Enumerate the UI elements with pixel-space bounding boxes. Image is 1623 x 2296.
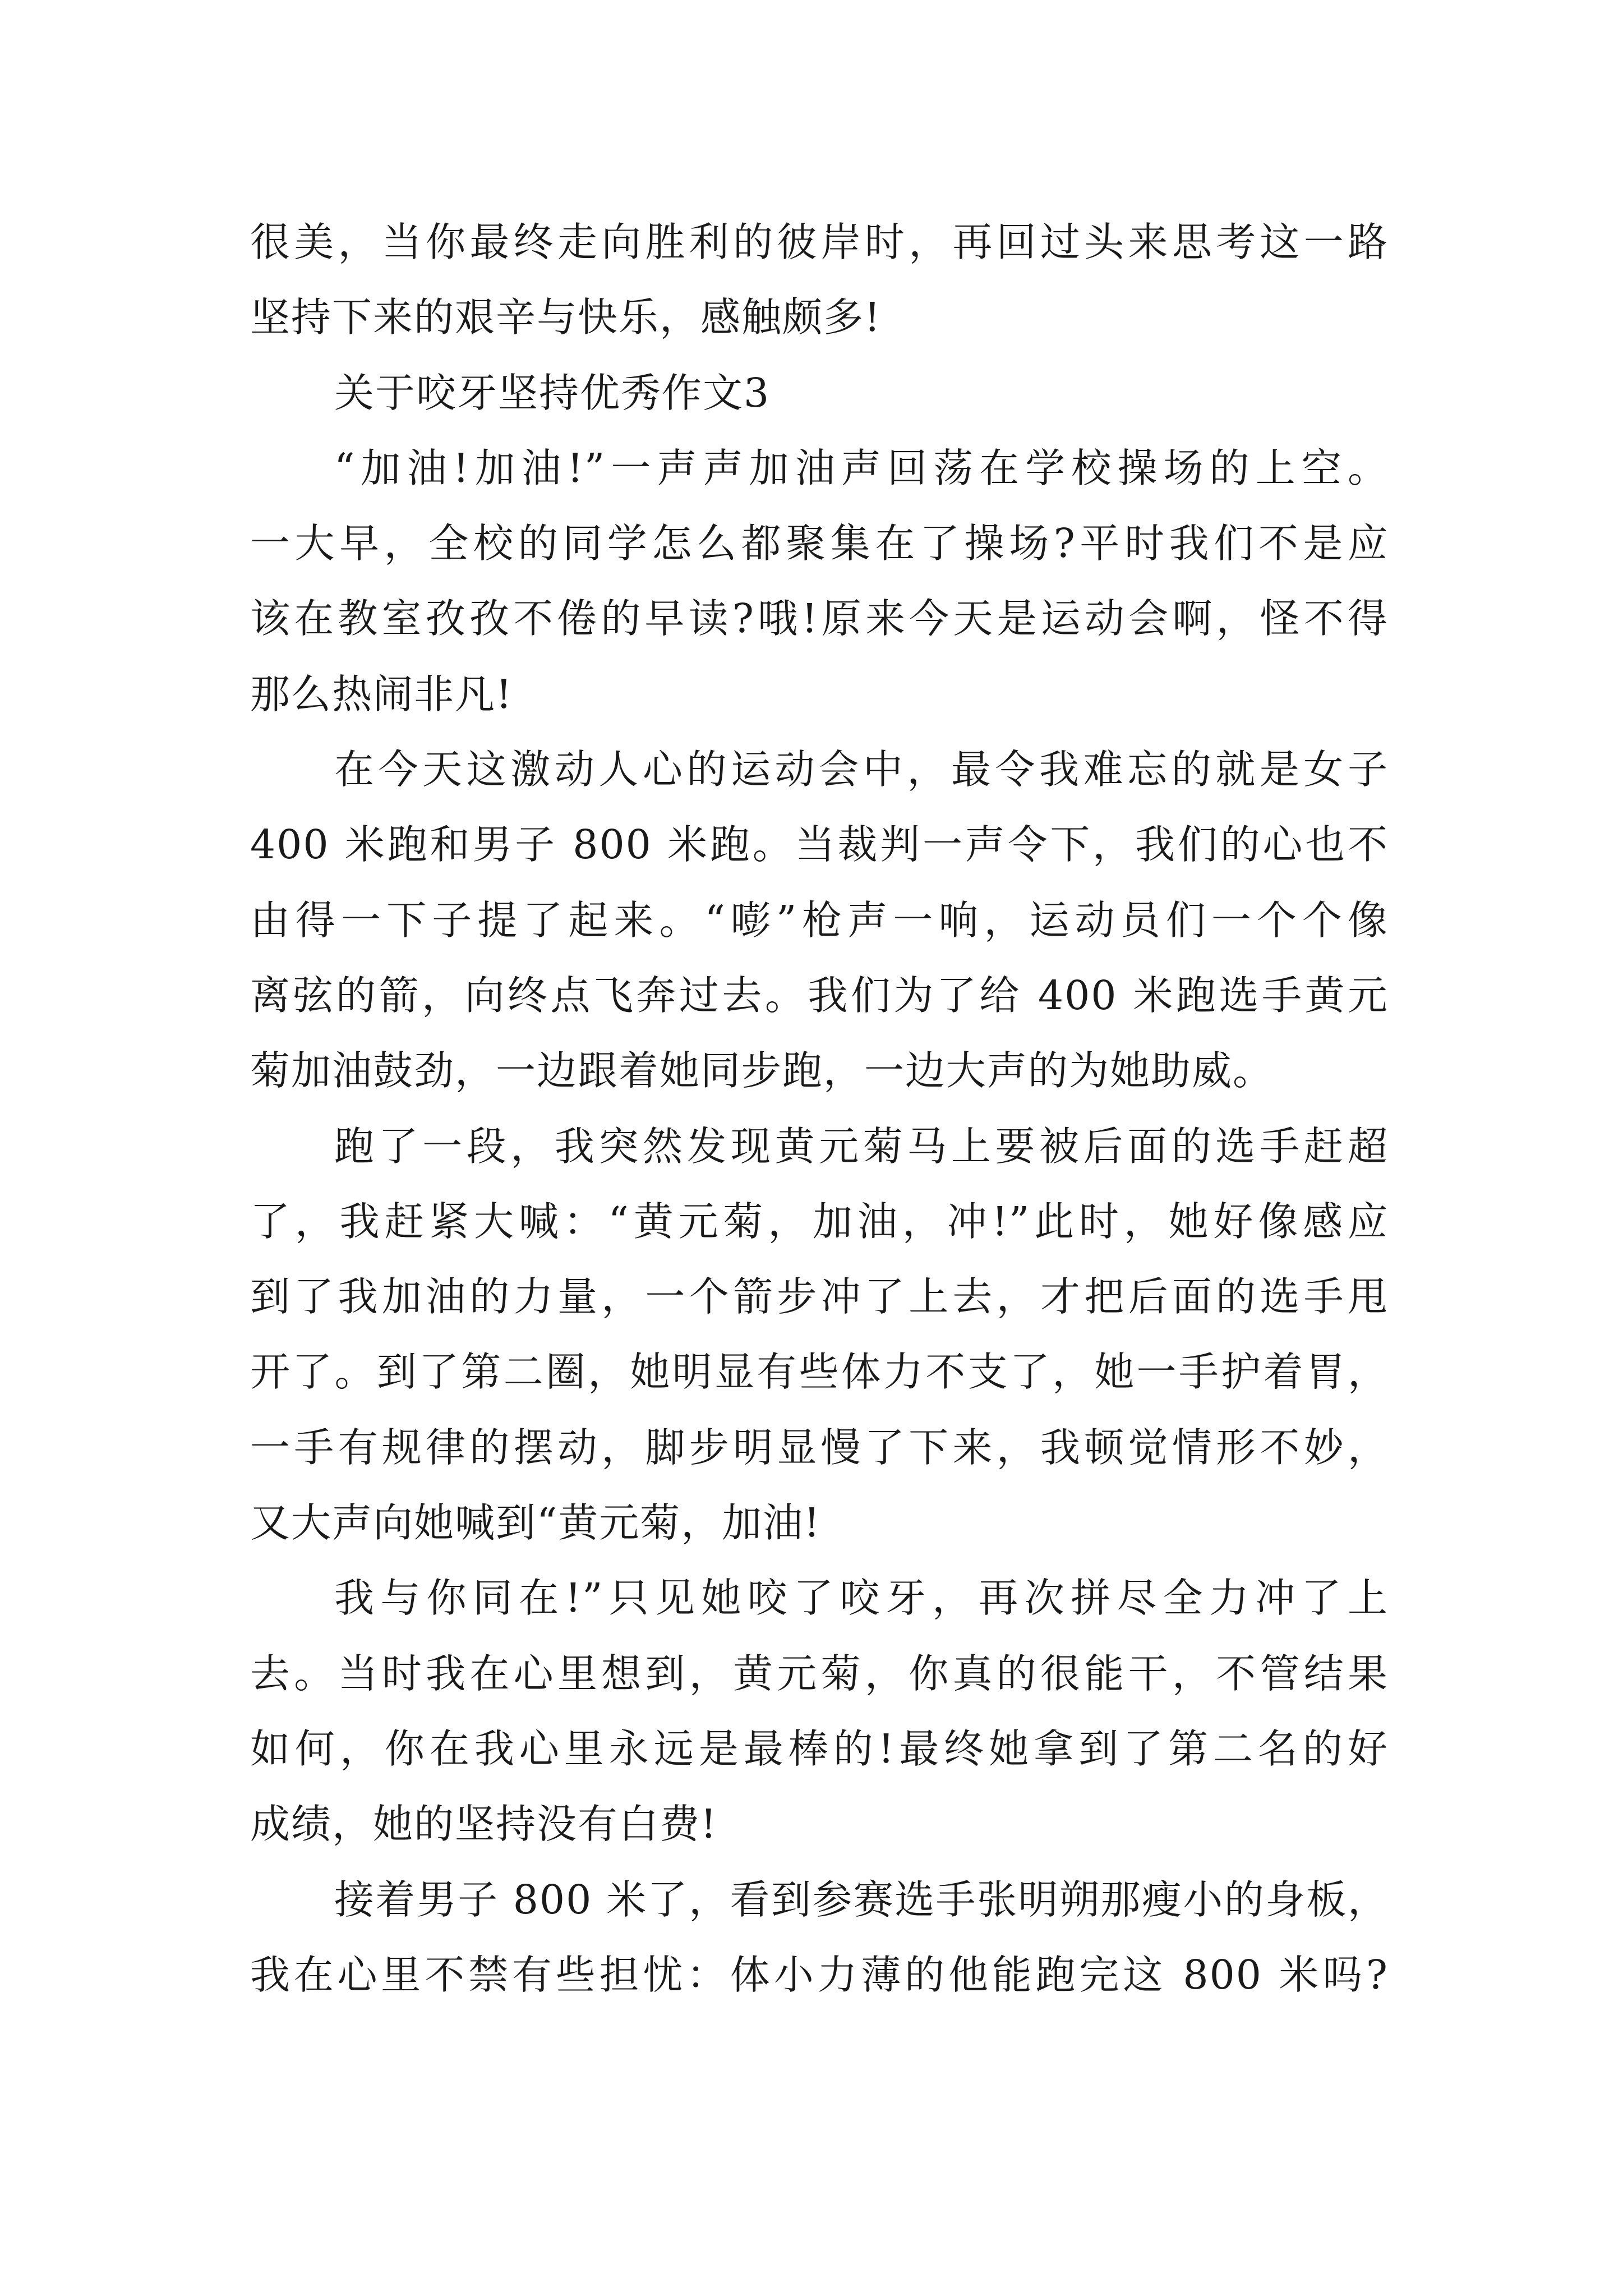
text-line: 400 米跑和男子 800 米跑。当裁判一声令下，我们的心也不 [250, 821, 1389, 868]
text-line: 我在心里不禁有些担忧：体小力薄的他能跑完这 800 米吗? [250, 1951, 1389, 1998]
text-line: 成绩，她的坚持没有白费! [250, 1801, 718, 1848]
text-line: 由得一下子提了起来。“嘭”枪声一响，运动员们一个个像 [250, 896, 1389, 944]
text-line: 到了我加油的力量，一个箭步冲了上去，才把后面的选手甩 [250, 1273, 1389, 1320]
text-line: 菊加油鼓劲，一边跟着她同步跑，一边大声的为她助威。 [250, 1047, 1274, 1094]
text-line: 开了。到了第二圈，她明显有些体力不支了，她一手护着胃， [250, 1349, 1389, 1396]
text-line: 如何，你在我心里永远是最棒的!最终她拿到了第二名的好 [250, 1725, 1389, 1772]
text-line: “加油!加油!”一声声加油声回荡在学校操场的上空。 [334, 444, 1389, 491]
text-line: 离弦的箭，向终点飞奔过去。我们为了给 400 米跑选手黄元 [250, 972, 1389, 1019]
text-line: 了，我赶紧大喊：“黄元菊，加油，冲!”此时，她好像感应 [250, 1198, 1389, 1245]
text-line: 关于咬牙坚持优秀作文3 [334, 369, 771, 416]
text-line: 该在教室孜孜不倦的早读?哦!原来今天是运动会啊，怪不得 [250, 595, 1389, 642]
text-line: 我与你同在!”只见她咬了咬牙，再次拼尽全力冲了上 [334, 1575, 1389, 1622]
text-line: 在今天这激动人心的运动会中，最令我难忘的就是女子 [334, 746, 1389, 793]
text-line: 跑了一段，我突然发现黄元菊马上要被后面的选手赶超 [334, 1122, 1389, 1170]
text-line: 一大早，全校的同学怎么都聚集在了操场?平时我们不是应 [250, 520, 1389, 567]
text-line: 坚持下来的艰辛与快乐，感触颇多! [250, 294, 882, 341]
text-line: 去。当时我在心里想到，黄元菊，你真的很能干，不管结果 [250, 1650, 1389, 1697]
text-line: 接着男子 800 米了，看到参赛选手张明朔那瘦小的身板， [334, 1876, 1389, 1923]
text-line: 那么热闹非凡! [250, 670, 513, 717]
text-line: 又大声向她喊到“黄元菊，加油! [250, 1499, 821, 1547]
text-line: 很美，当你最终走向胜利的彼岸时，再回过头来思考这一路 [250, 219, 1389, 265]
document-body [250, 205, 1389, 2013]
text-line: 一手有规律的摆动，脚步明显慢了下来，我顿觉情形不妙， [250, 1424, 1389, 1471]
